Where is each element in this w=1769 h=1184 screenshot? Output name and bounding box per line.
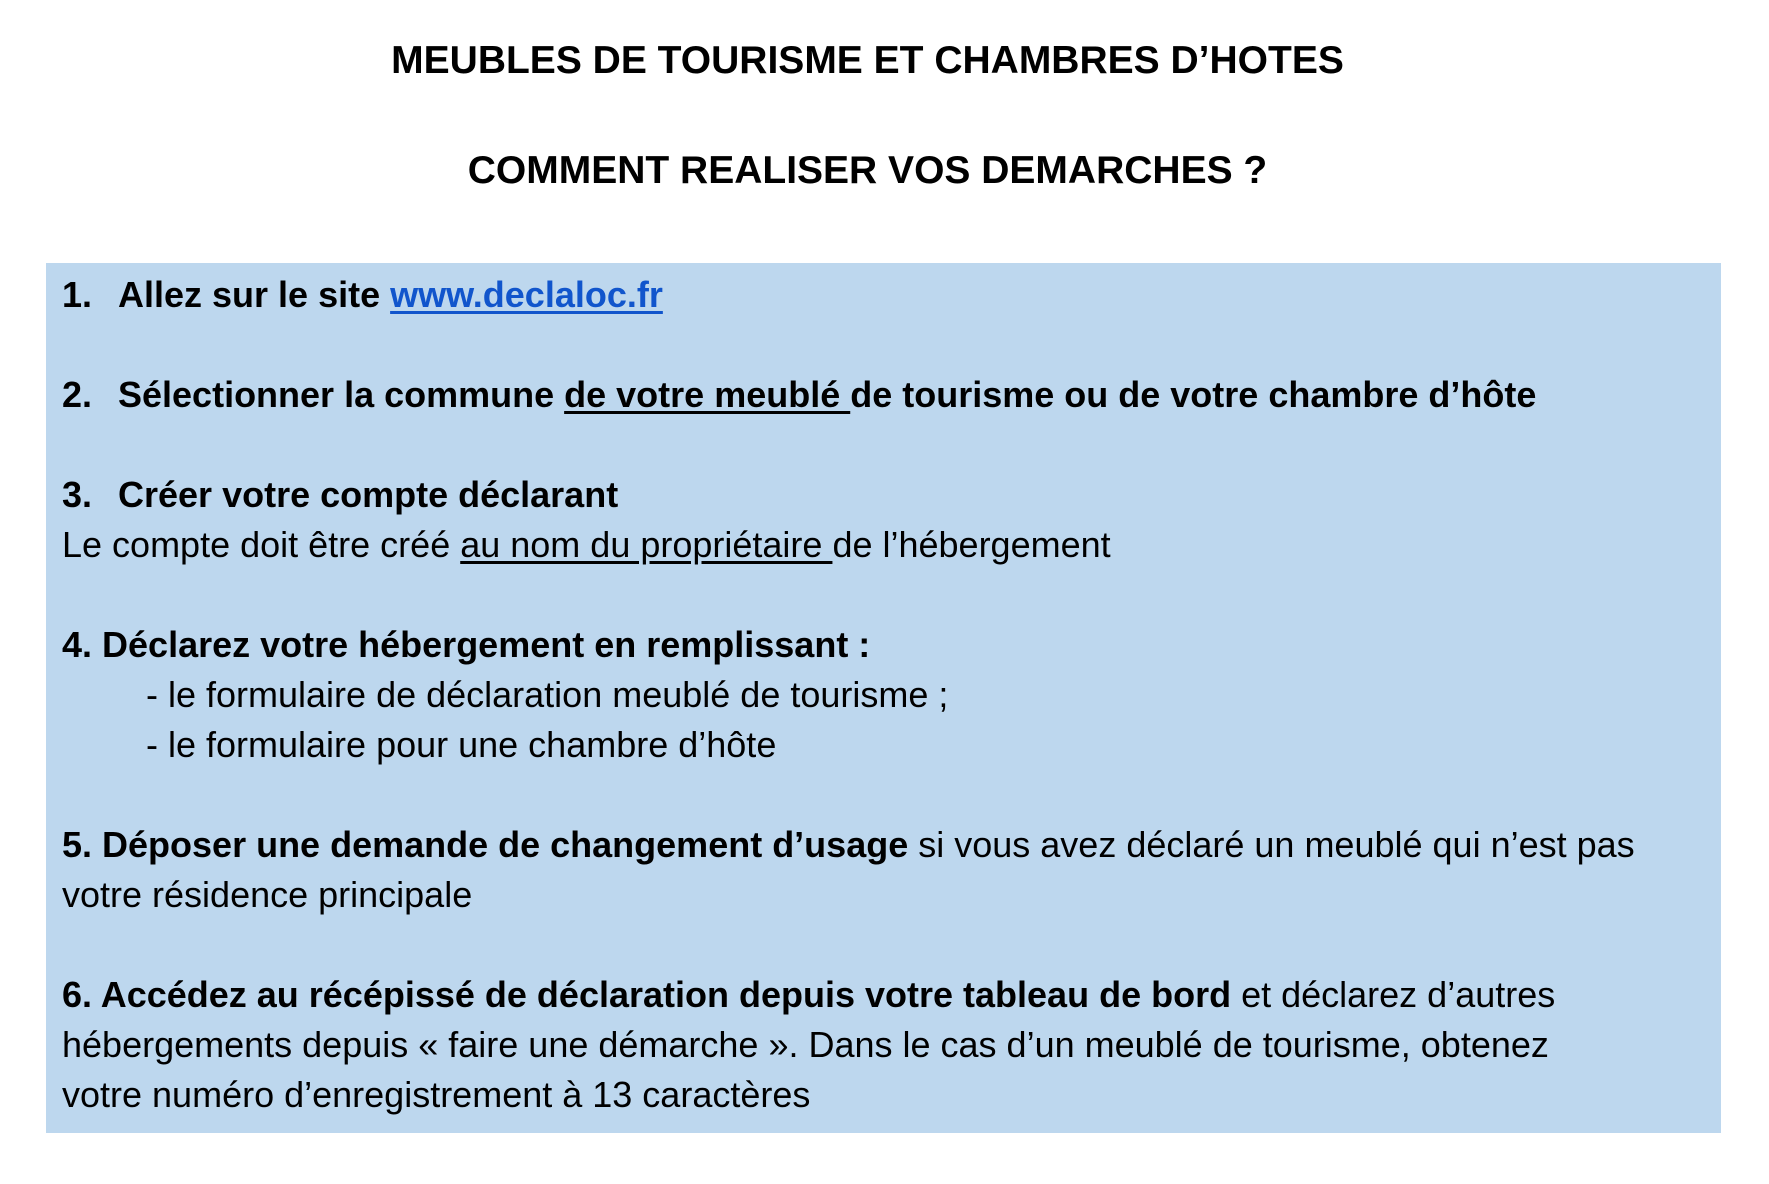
step-1-number: 1. (62, 274, 93, 315)
step-1 (62, 273, 663, 317)
step-5 (62, 823, 1635, 867)
step-2 (62, 373, 1536, 417)
step-3-desc-b: de l’hébergement (832, 524, 1111, 565)
step-3-number: 3. (62, 474, 93, 515)
step-2-text-a: Sélectionner la commune (118, 374, 565, 415)
step-4-item-2: - le formulaire pour une chambre d’hôte (146, 724, 777, 765)
step-3-title (62, 473, 618, 517)
step-6 (62, 973, 1555, 1017)
step-6-rest: et déclarez d’autres (1231, 974, 1556, 1015)
step-3-title-text: Créer votre compte déclarant (118, 474, 619, 515)
step-2-number: 2. (62, 374, 93, 415)
page-title: MEUBLES DE TOURISME ET CHAMBRES D’HOTES (391, 39, 1344, 82)
step-3-description (62, 523, 1111, 567)
page-subtitle: COMMENT REALISER VOS DEMARCHES ? (467, 149, 1268, 192)
step-4-title: 4. Déclarez votre hébergement en remplissant : (62, 624, 871, 665)
step-2-text-underlined: de votre meublé (564, 374, 851, 415)
step-4-item-1: - le formulaire de déclaration meublé de tourisme ; (146, 674, 949, 715)
declaloc-link[interactable]: www.declaloc.fr (390, 274, 663, 315)
step-6-bold: 6. Accédez au récépissé de déclaration depuis votre tableau de bord (62, 974, 1232, 1015)
step-6-line-2: hébergements depuis « faire une démarche ». Dans le cas d’un meublé de tourisme, obtenez (62, 1024, 1549, 1065)
step-6-line-3: votre numéro d’enregistrement à 13 caractères (62, 1074, 811, 1115)
step-5-rest: si vous avez déclaré un meublé qui n’est pas (908, 824, 1635, 865)
step-5-line-2: votre résidence principale (62, 874, 473, 915)
step-3-desc-underlined: au nom du propriétaire (460, 524, 833, 565)
step-2-text-b: de tourisme ou de votre chambre d’hôte (850, 374, 1537, 415)
step-5-bold: 5. Déposer une demande de changement d’usage (62, 824, 909, 865)
step-1-text: Allez sur le site (118, 274, 391, 315)
step-3-desc-a: Le compte doit être créé (62, 524, 461, 565)
